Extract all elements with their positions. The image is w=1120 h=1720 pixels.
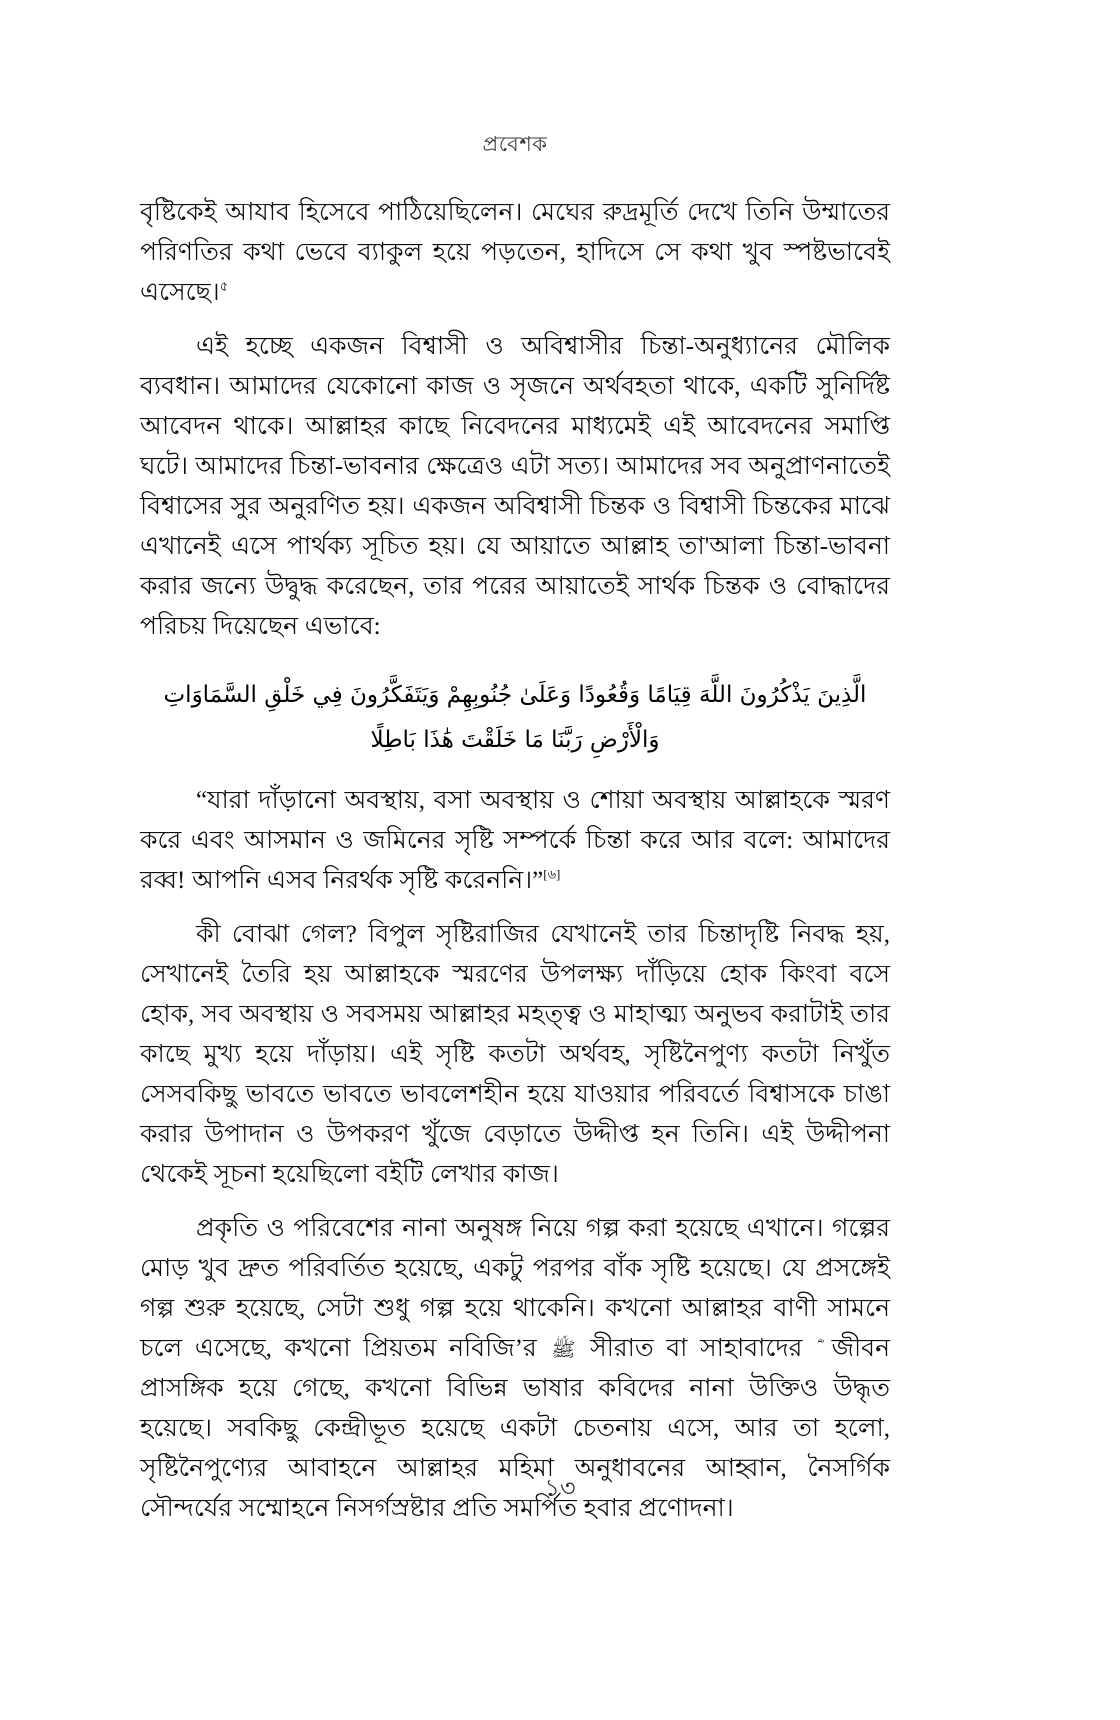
page-content <box>140 0 890 1529</box>
paragraph-5-segment-3: জীবন প্রাসঙ্গিক হয়ে গেছে, কখনো বিভিন্ন ভাষার কবিদের নানা উক্তিও উদ্ধৃত হয়েছে। সবকিছু কেন্দ্রীভূত হয়েছে একটা চেতনায় এসে, আর তা হলো, সৃষ্টিনৈপুণ্যের আবাহনে আল্লাহর মহিমা অনুধাবনের আহ্বান, নৈসর্গিক সৌন্দর্যের সম্মোহনে নিসর্গস্রষ্টার প্রতি সমর্পিত হবার প্রণোদনা। <box>140 1335 891 1522</box>
arabic-verse-line-2: وَالْأَرْضِ رَبَّنَا مَا خَلَقْتَ هَٰذَا بَاطِلًا <box>370 727 660 753</box>
paragraph-2-text: এই হচ্ছে একজন বিশ্বাসী ও অবিশ্বাসীর চিন্তা-অনুধ্যানের মৌলিক ব্যবধান। আমাদের যেকোনো কাজ ও সৃজনে অর্থবহতা থাকে, একটি সুনির্দিষ্ট আবেদন থাকে। আল্লাহর কাছে নিবেদনের মাধ্যমেই এই আবেদনের সমাপ্তি ঘটে। আমাদের চিন্তা-ভাবনার ক্ষেত্রেও এটা সত্য। আমাদের সব অনুপ্রাণনাতেই বিশ্বাসের সুর অনুরণিত হয়। একজন অবিশ্বাসী চিন্তক ও বিশ্বাসী চিন্তকের মাঝে এখানেই এসে পার্থক্য সূচিত হয়। যে আয়াতে আল্লাহ তা'আলা চিন্তা-ভাবনা করার জন্যে উদ্বুদ্ধ করেছেন, তার পরের আয়াতেই সার্থক চিন্তক ও বোদ্ধাদের পরিচয় দিয়েছেন এভাবে: <box>140 333 890 640</box>
footnote-marker-6: [৬] <box>543 866 561 882</box>
paragraph-5-segment-2: সীরাত বা সাহাবাদের <box>577 1335 815 1362</box>
footnote-marker-5: ৫ <box>219 278 229 294</box>
page-number: ১৩ <box>544 1476 576 1502</box>
quotation-paragraph <box>140 781 890 901</box>
paragraph-4-text: কী বোঝা গেল? বিপুল সৃষ্টিরাজির যেখানেই তার চিন্তাদৃষ্টি নিবদ্ধ হয়, সেখানেই তৈরি হয় আল্লাহকে স্মরণের উপলক্ষ্য দাঁড়িয়ে হোক কিংবা বসে হোক, সব অবস্থায় ও সবসময় আল্লাহর মহত্ত্ব ও মাহাত্ম্য অনুভব করাটাই তার কাছে মুখ্য হয়ে দাঁড়ায়। এই সৃষ্টি কতটা অর্থবহ, সৃষ্টিনৈপুণ্য কতটা নিখুঁত সেসবকিছু ভাবতে ভাবতে ভাবলেশহীন হয়ে যাওয়ার পরিবর্তে বিশ্বাসকে চাঙা করার উপাদান ও উপকরণ খুঁজে বেড়াতে উদ্দীপ্ত হন তিনি। এই উদ্দীপনা থেকেই সূচনা হয়েছিলো বইটি লেখার কাজ। <box>140 921 890 1188</box>
arabic-verse-block <box>140 673 890 763</box>
quotation-text: “যারা দাঁড়ানো অবস্থায়, বসা অবস্থায় ও শোয়া অবস্থায় আল্লাহকে স্মরণ করে এবং আসমান ও জমিনের সৃষ্টি সম্পর্কে চিন্তা করে আর বলে: আমাদের রব্ব! আপনি এসব নিরর্থক সৃষ্টি করেননি।” <box>140 787 890 894</box>
running-head: প্রবেশক <box>482 132 548 156</box>
paragraph-1-text: বৃষ্টিকেই আযাব হিসেবে পাঠিয়েছিলেন। মেঘের রুদ্রমূর্তি দেখে তিনি উম্মাতের পরিণতির কথা ভেবে ব্যাকুল হয়ে পড়তেন, হাদিসে সে কথা খুব স্পষ্টভাবেই এসেছে। <box>140 199 890 306</box>
paragraph-4 <box>140 915 890 1195</box>
paragraph-5-segment-1: প্রকৃতি ও পরিবেশের নানা অনুষঙ্গ নিয়ে গল্প করা হয়েছে এখানে। গল্পের মোড় খুব দ্রুত পরিবর্তিত হয়েছে, একটু পরপর বাঁক সৃষ্টি হয়েছে। যে প্রসঙ্গেই গল্প শুরু হয়েছে, সেটা শুধু গল্প হয়ে থাকেনি। কখনো আল্লাহর বাণী সামনে চলে এসেছে, কখনো প্রিয়তম নবিজি’র <box>140 1215 890 1362</box>
paragraph-1 <box>140 193 890 313</box>
arabic-verse-line-1: الَّذِينَ يَذْكُرُونَ اللَّهَ قِيَامًا وَقُعُودًا وَعَلَىٰ جُنُوبِهِمْ وَيَتَفَكَّرُونَ فِي خَلْقِ السَّمَاوَاتِ <box>163 682 867 708</box>
paragraph-2 <box>140 327 890 647</box>
sallallahu-alaihi-wasallam-symbol: ﷺ <box>551 1337 576 1361</box>
